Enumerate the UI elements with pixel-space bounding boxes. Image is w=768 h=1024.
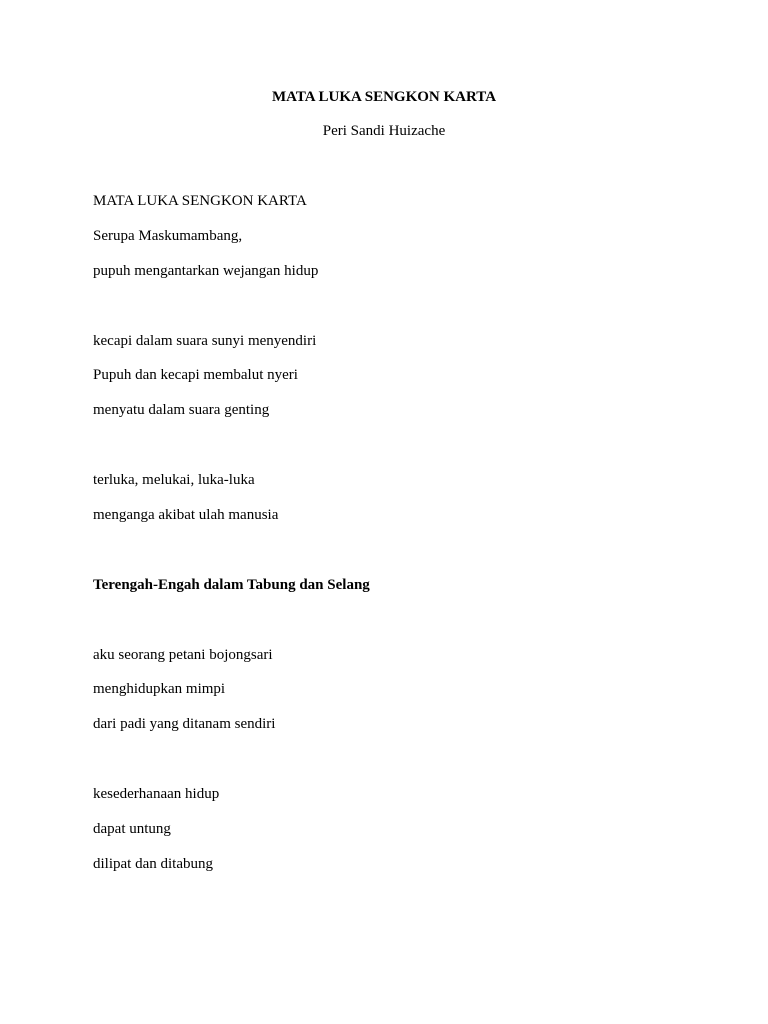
- poem-line: dapat untung: [93, 821, 171, 837]
- section-heading: Terengah-Engah dalam Tabung dan Selang: [93, 577, 370, 593]
- poem-line: menyatu dalam suara genting: [93, 402, 270, 418]
- poem-line: aku seorang petani bojongsari: [93, 647, 273, 663]
- document-author: Peri Sandi Huizache: [322, 123, 446, 139]
- document-title: MATA LUKA SENGKON KARTA: [271, 89, 497, 105]
- poem-line: kecapi dalam suara sunyi menyendiri: [93, 333, 317, 349]
- poem-line: Pupuh dan kecapi membalut nyeri: [93, 367, 298, 383]
- poem-line: dari padi yang ditanam sendiri: [93, 716, 276, 732]
- poem-line: kesederhanaan hidup: [93, 786, 220, 802]
- poem-line: terluka, melukai, luka-luka: [93, 472, 255, 488]
- poem-line: Serupa Maskumambang,: [93, 228, 243, 244]
- poem-line: dilipat dan ditabung: [93, 856, 213, 872]
- poem-line: menganga akibat ulah manusia: [93, 507, 279, 523]
- poem-title: MATA LUKA SENGKON KARTA: [93, 193, 307, 209]
- poem-line: menghidupkan mimpi: [93, 681, 226, 697]
- poem-line: pupuh mengantarkan wejangan hidup: [93, 263, 319, 279]
